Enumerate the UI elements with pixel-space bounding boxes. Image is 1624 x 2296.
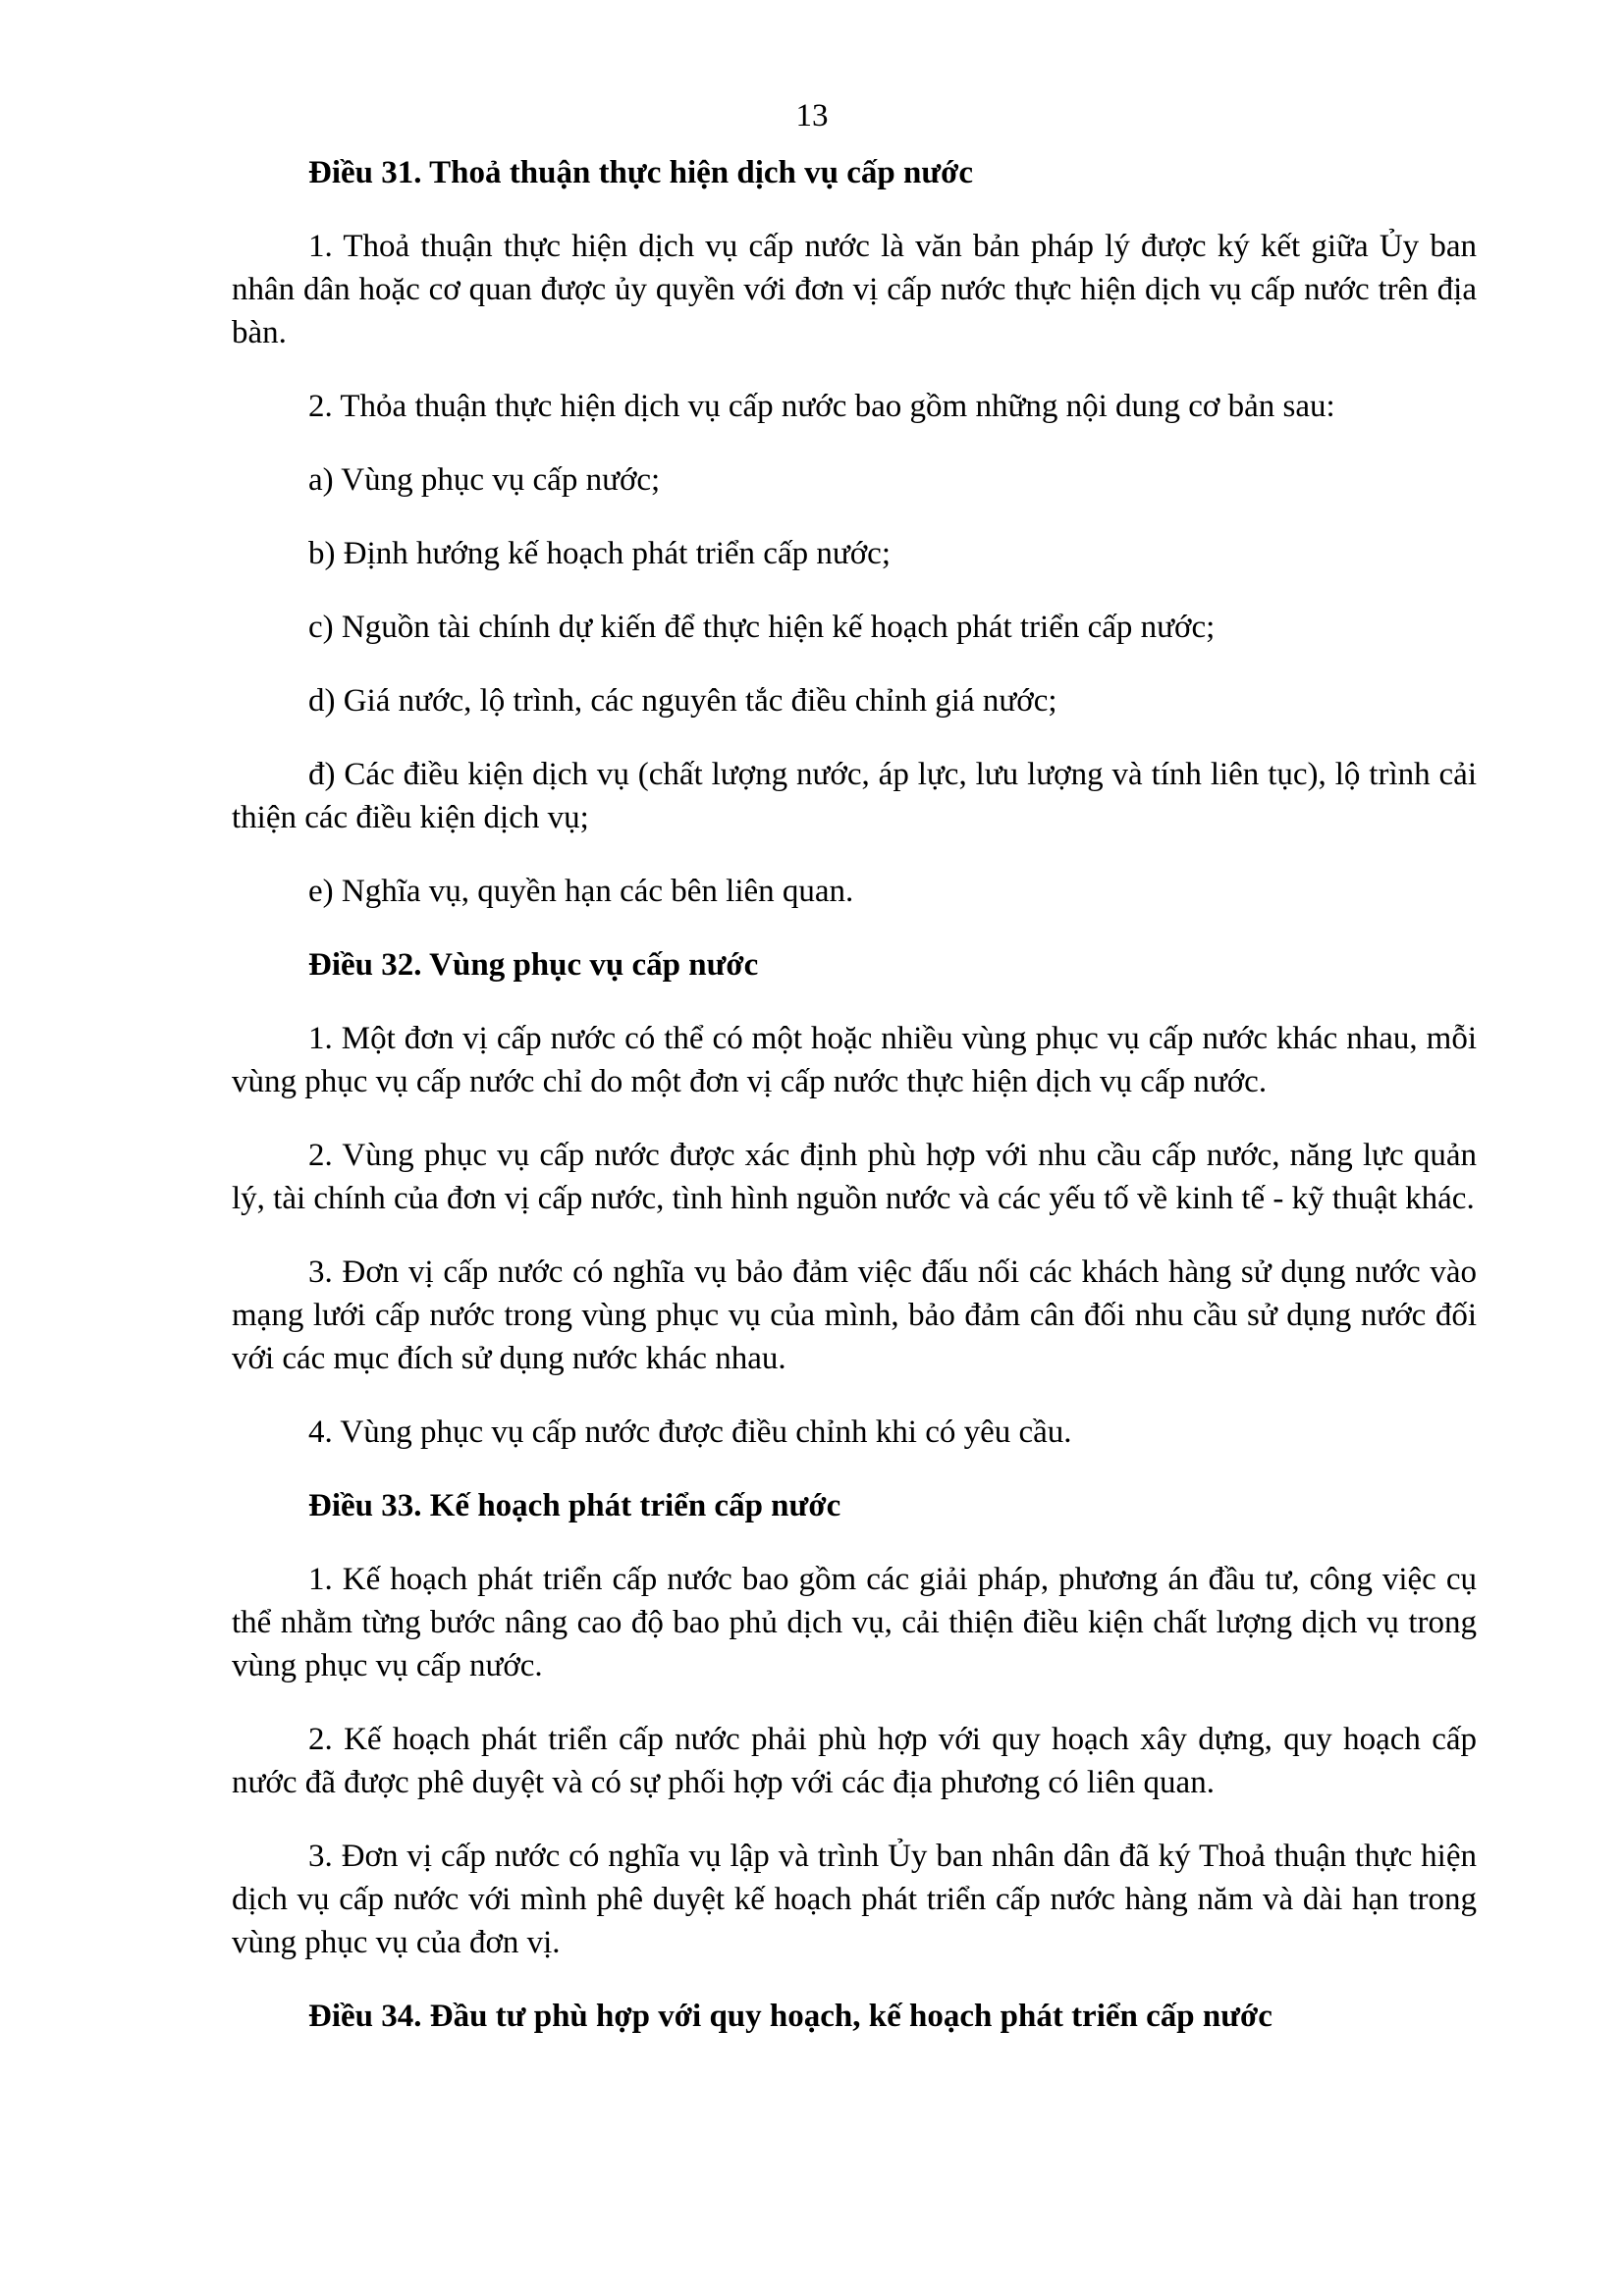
article-33-heading: Điều 33. Kế hoạch phát triển cấp nước	[308, 1488, 841, 1523]
article-31-item-e: e) Nghĩa vụ, quyền hạn các bên liên quan.	[308, 874, 854, 909]
document-body	[232, 151, 1477, 2068]
article-32-clause-4: 4. Vùng phục vụ cấp nước được điều chỉnh khi có yêu cầu.	[308, 1415, 1072, 1450]
article-31-item-c: c) Nguồn tài chính dự kiến để thực hiện kế hoạch phát triển cấp nước;	[308, 610, 1216, 645]
article-33-clause-3: 3. Đơn vị cấp nước có nghĩa vụ lập và trình Ủy ban nhân dân đã ký Thoả thuận thực hiện dịch vụ cấp nước với mình phê duyệt kế hoạch phát triển cấp nước hàng năm và dài hạn trong vùng phục vụ của đơn vị.	[232, 1839, 1477, 1960]
article-33-clause-1: 1. Kế hoạch phát triển cấp nước bao gồm các giải pháp, phương án đầu tư, công việc cụ thể nhằm từng bước nâng cao độ bao phủ dịch vụ, cải thiện điều kiện chất lượng dịch vụ trong vùng phục vụ cấp nước.	[232, 1562, 1477, 1683]
article-34-heading: Điều 34. Đầu tư phù hợp với quy hoạch, kế hoạch phát triển cấp nước	[308, 1999, 1272, 2034]
article-31-clause-2: 2. Thỏa thuận thực hiện dịch vụ cấp nước bao gồm những nội dung cơ bản sau:	[308, 389, 1335, 424]
article-33-clause-2: 2. Kế hoạch phát triển cấp nước phải phù hợp với quy hoạch xây dựng, quy hoạch cấp nước đã được phê duyệt và có sự phối hợp với các địa phương có liên quan.	[232, 1722, 1477, 1800]
article-32-clause-3: 3. Đơn vị cấp nước có nghĩa vụ bảo đảm việc đấu nối các khách hàng sử dụng nước vào mạng lưới cấp nước trong vùng phục vụ của mình, bảo đảm cân đối nhu cầu sử dụng nước đối với các mục đích sử dụng nước khác nhau.	[232, 1255, 1477, 1376]
page-number: 13	[795, 98, 829, 133]
article-31-item-dd: đ) Các điều kiện dịch vụ (chất lượng nước, áp lực, lưu lượng và tính liên tục), lộ trình cải thiện các điều kiện dịch vụ;	[232, 757, 1477, 835]
article-31-item-b: b) Định hướng kế hoạch phát triển cấp nước;	[308, 536, 892, 571]
article-31-heading: Điều 31. Thoả thuận thực hiện dịch vụ cấp nước	[308, 155, 974, 190]
article-31-clause-1: 1. Thoả thuận thực hiện dịch vụ cấp nước là văn bản pháp lý được ký kết giữa Ủy ban nhân dân hoặc cơ quan được ủy quyền với đơn vị cấp nước thực hiện dịch vụ cấp nước trên địa bàn.	[232, 229, 1477, 350]
article-32-clause-2: 2. Vùng phục vụ cấp nước được xác định phù hợp với nhu cầu cấp nước, năng lực quản lý, tài chính của đơn vị cấp nước, tình hình nguồn nước và các yếu tố về kinh tế - kỹ thuật khác.	[232, 1138, 1477, 1216]
article-31-item-d: d) Giá nước, lộ trình, các nguyên tắc điều chỉnh giá nước;	[308, 683, 1057, 719]
article-32-clause-1: 1. Một đơn vị cấp nước có thể có một hoặc nhiều vùng phục vụ cấp nước khác nhau, mỗi vùng phục vụ cấp nước chỉ do một đơn vị cấp nước thực hiện dịch vụ cấp nước.	[232, 1021, 1477, 1099]
article-31-item-a: a) Vùng phục vụ cấp nước;	[308, 462, 661, 498]
article-32-heading: Điều 32. Vùng phục vụ cấp nước	[308, 947, 759, 983]
